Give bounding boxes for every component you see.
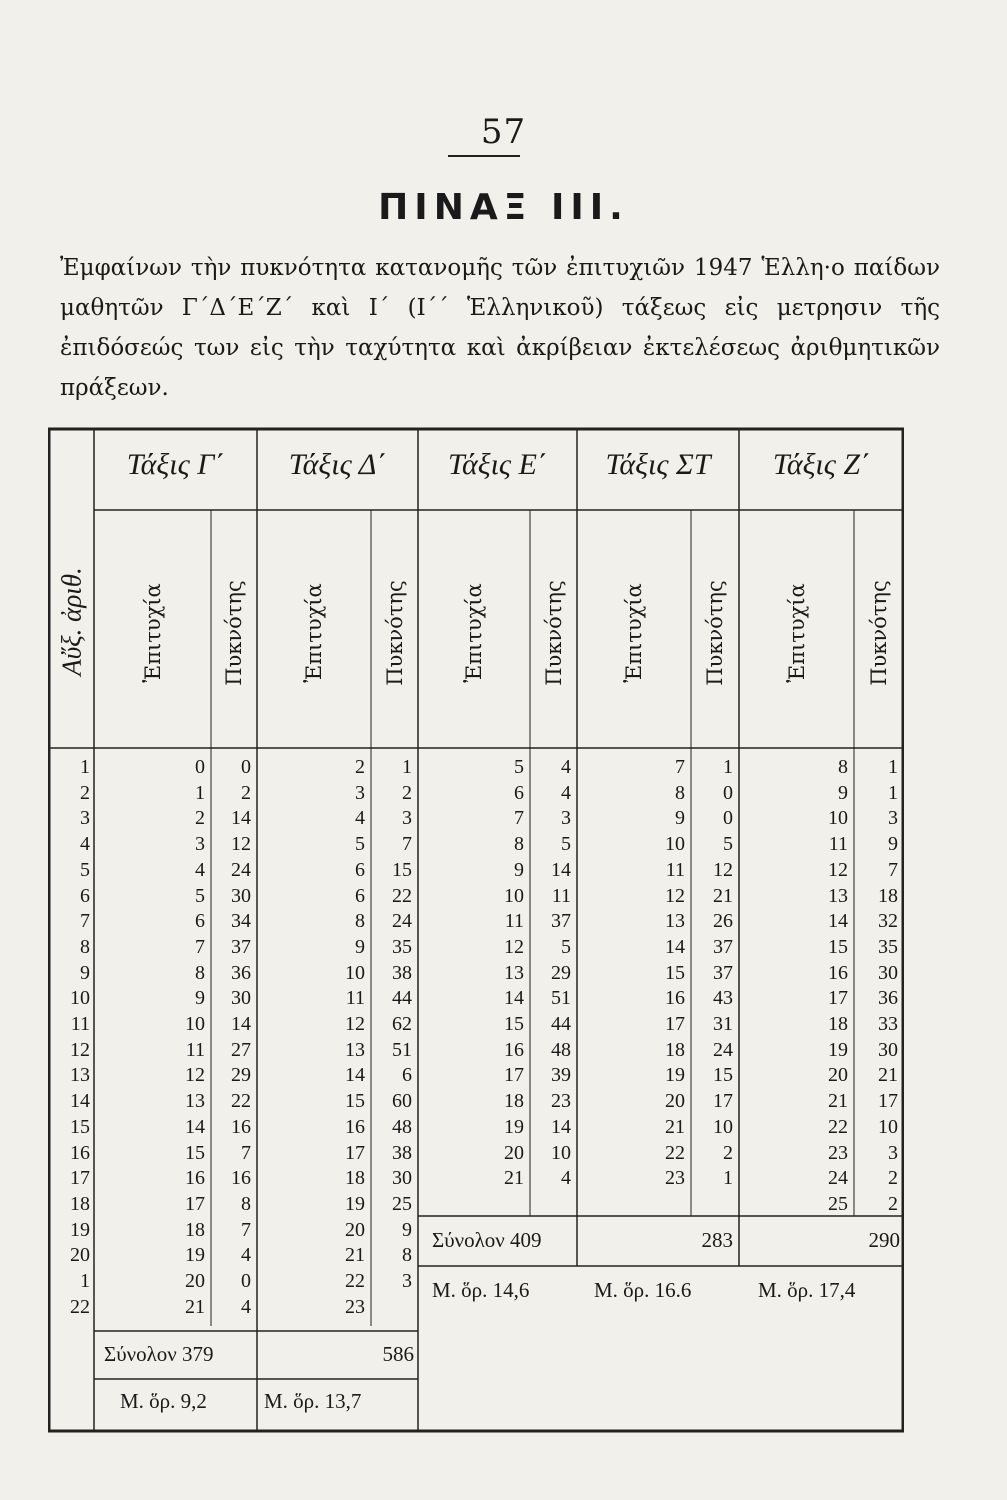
density-value: 43 — [713, 987, 733, 1010]
group-header: Τάξις Δ΄ — [288, 448, 387, 481]
success-value: 16 — [504, 1038, 524, 1061]
success-value: 17 — [504, 1064, 524, 1087]
success-value: 15 — [504, 1013, 524, 1035]
success-value: 18 — [665, 1038, 685, 1061]
success-value: 3 — [355, 781, 365, 804]
row-number: 15 — [70, 1115, 90, 1138]
success-value: 13 — [665, 910, 685, 933]
density-value: 27 — [231, 1038, 251, 1061]
density-value: 2 — [888, 1192, 898, 1215]
row-number: 13 — [70, 1064, 90, 1087]
success-value: 20 — [665, 1090, 685, 1113]
density-value: 3 — [402, 807, 412, 830]
row-number: 16 — [70, 1141, 90, 1164]
density-value: 39 — [551, 1064, 571, 1087]
density-value: 7 — [888, 858, 898, 881]
density-value: 0 — [241, 1270, 251, 1292]
density-value: 30 — [231, 884, 251, 907]
density-value: 2 — [888, 1167, 898, 1190]
density-value: 21 — [878, 1064, 898, 1087]
density-value: 10 — [713, 1115, 733, 1138]
row-number: 19 — [70, 1218, 90, 1241]
success-value: 15 — [828, 935, 848, 958]
success-value: 20 — [504, 1141, 524, 1164]
density-value: 5 — [723, 833, 733, 856]
density-value: 4 — [241, 1244, 251, 1267]
density-value: 18 — [878, 884, 898, 907]
success-value: 6 — [355, 858, 365, 881]
group-header: Τάξις Γ΄ — [126, 448, 225, 481]
success-value: 5 — [514, 756, 524, 778]
success-value: 17 — [828, 987, 848, 1010]
success-value: 9 — [195, 987, 205, 1010]
density-value: 24 — [713, 1038, 733, 1061]
success-value: 14 — [185, 1115, 205, 1138]
density-value: 51 — [392, 1038, 412, 1061]
density-value: 32 — [878, 910, 898, 933]
density-value: 2 — [402, 781, 412, 804]
density-value: 23 — [551, 1090, 571, 1113]
density-value: 30 — [231, 987, 251, 1010]
density-value: 26 — [713, 910, 733, 933]
group-header: Τάξις Ζ΄ — [772, 448, 871, 481]
success-value: 6 — [355, 884, 365, 907]
density-value: 24 — [392, 910, 412, 933]
group-header: Τάξις ΣΤ — [605, 448, 711, 481]
mean-class-e: Μ. ὅρ. 14,6 — [432, 1278, 530, 1302]
success-value: 19 — [665, 1064, 685, 1087]
table-title: ΠΙΝΑΞ ΙΙΙ. — [378, 187, 629, 228]
success-value: 8 — [514, 833, 524, 856]
density-value: 24 — [231, 858, 251, 881]
density-value: 33 — [878, 1013, 898, 1035]
density-value: 3 — [402, 1270, 412, 1292]
density-value: 16 — [231, 1115, 251, 1138]
total-class-d: 586 — [382, 1342, 414, 1366]
success-value: 18 — [185, 1218, 205, 1241]
density-value: 4 — [561, 756, 571, 778]
success-value: 21 — [504, 1167, 524, 1190]
density-value: 48 — [392, 1115, 412, 1138]
density-value: 14 — [551, 1115, 571, 1138]
density-value: 7 — [241, 1141, 251, 1164]
density-value: 16 — [231, 1167, 251, 1190]
density-subheader: Πυκνότης — [541, 580, 566, 686]
row-number: 2 — [80, 781, 90, 804]
success-value: 8 — [355, 910, 365, 933]
success-value: 18 — [504, 1090, 524, 1113]
density-value: 29 — [231, 1064, 251, 1087]
density-value: 12 — [231, 833, 251, 856]
success-value: 7 — [514, 807, 524, 830]
success-value: 14 — [504, 987, 524, 1010]
success-value: 11 — [345, 987, 365, 1010]
density-value: 30 — [878, 1038, 898, 1061]
success-value: 24 — [828, 1167, 848, 1190]
success-value: 3 — [195, 833, 205, 856]
density-value: 14 — [231, 807, 251, 830]
density-value: 7 — [402, 833, 412, 856]
success-value: 10 — [185, 1013, 205, 1035]
density-value: 62 — [392, 1013, 412, 1035]
density-value: 15 — [392, 858, 412, 881]
density-value: 7 — [241, 1218, 251, 1241]
density-value: 1 — [723, 756, 733, 778]
density-value: 36 — [878, 987, 898, 1010]
success-value: 20 — [828, 1064, 848, 1087]
density-value: 0 — [723, 781, 733, 804]
mean-class-z: Μ. ὅρ. 17,4 — [758, 1278, 856, 1302]
success-value: 12 — [504, 935, 524, 958]
success-value: 18 — [828, 1013, 848, 1035]
success-value: 22 — [665, 1141, 685, 1164]
success-value: 13 — [828, 884, 848, 907]
success-value: 8 — [675, 781, 685, 804]
success-value: 12 — [665, 884, 685, 907]
density-value: 4 — [241, 1295, 251, 1318]
density-value: 25 — [392, 1192, 412, 1215]
success-value: 13 — [185, 1090, 205, 1113]
density-value: 30 — [878, 961, 898, 984]
density-value: 22 — [392, 884, 412, 907]
row-number: 10 — [70, 987, 90, 1010]
density-subheader: Πυκνότης — [703, 580, 727, 686]
density-value: 60 — [392, 1090, 412, 1113]
success-value: 18 — [345, 1167, 365, 1190]
success-value: 14 — [665, 935, 685, 958]
success-value: 10 — [345, 961, 365, 984]
density-value: 17 — [878, 1090, 898, 1113]
density-value: 22 — [231, 1090, 251, 1113]
success-value: 16 — [185, 1167, 205, 1190]
mean-class-st: Μ. ὅρ. 16.6 — [594, 1278, 692, 1302]
row-number: 1 — [80, 1270, 90, 1292]
density-value: 37 — [713, 935, 733, 958]
density-value: 4 — [561, 1167, 571, 1190]
page-number: 57 — [480, 112, 527, 152]
mean-class-g: Μ. ὅρ. 9,2 — [120, 1389, 207, 1413]
success-value: 9 — [675, 807, 685, 830]
success-value: 21 — [665, 1115, 685, 1138]
row-number: 14 — [70, 1090, 90, 1113]
density-value: 3 — [561, 807, 571, 830]
density-value: 29 — [551, 961, 571, 984]
success-value: 20 — [345, 1218, 365, 1241]
density-subheader: Πυκνότης — [867, 580, 891, 686]
success-value: 1 — [195, 781, 205, 804]
density-value: 5 — [561, 935, 571, 958]
success-value: 12 — [345, 1013, 365, 1035]
success-value: 17 — [185, 1192, 205, 1215]
density-value: 4 — [561, 781, 571, 804]
total-class-st: 283 — [701, 1228, 733, 1252]
success-value: 6 — [195, 910, 205, 933]
density-value: 38 — [392, 1141, 412, 1164]
success-value: 11 — [504, 910, 524, 933]
success-value: 2 — [355, 756, 365, 778]
success-value: 13 — [345, 1038, 365, 1061]
success-subheader: Ἐπιτυχία — [784, 583, 809, 683]
success-value: 14 — [828, 910, 848, 933]
density-value: 3 — [888, 1141, 898, 1164]
group-header: Τάξις Ε΄ — [448, 448, 547, 481]
success-value: 21 — [345, 1244, 365, 1267]
density-value: 0 — [241, 756, 251, 778]
density-value: 6 — [402, 1064, 412, 1087]
density-value: 14 — [551, 858, 571, 881]
success-value: 22 — [345, 1270, 365, 1292]
success-value: 12 — [185, 1064, 205, 1087]
row-number: 22 — [70, 1295, 90, 1318]
density-value: 2 — [723, 1141, 733, 1164]
total-class-z: 290 — [868, 1228, 900, 1252]
density-value: 1 — [888, 781, 898, 804]
row-number: 7 — [80, 910, 90, 933]
success-value: 11 — [665, 858, 685, 881]
success-value: 9 — [838, 781, 848, 804]
total-class-g: Σύνολον 379 — [104, 1342, 214, 1366]
density-value: 17 — [713, 1090, 733, 1113]
density-value: 9 — [402, 1218, 412, 1241]
density-value: 35 — [392, 935, 412, 958]
success-value: 14 — [345, 1064, 365, 1087]
success-value: 21 — [185, 1295, 205, 1318]
success-value: 19 — [185, 1244, 205, 1267]
density-value: 1 — [888, 756, 898, 778]
density-value: 8 — [402, 1244, 412, 1267]
row-number-header: Αὔξ. ἀριθ. — [56, 567, 87, 676]
success-value: 15 — [345, 1090, 365, 1113]
success-value: 17 — [665, 1013, 685, 1035]
density-value: 10 — [551, 1141, 571, 1164]
row-number: 17 — [70, 1167, 90, 1190]
density-value: 51 — [551, 987, 571, 1010]
density-value: 0 — [723, 807, 733, 830]
density-value: 38 — [392, 961, 412, 984]
success-value: 16 — [345, 1115, 365, 1138]
density-value: 3 — [888, 807, 898, 830]
success-value: 21 — [828, 1090, 848, 1113]
row-number: 3 — [80, 807, 90, 830]
success-value: 19 — [828, 1038, 848, 1061]
success-value: 4 — [195, 858, 205, 881]
success-value: 0 — [195, 756, 205, 778]
data-table — [48, 426, 904, 1436]
success-value: 5 — [355, 833, 365, 856]
success-value: 25 — [828, 1192, 848, 1215]
row-number: 12 — [70, 1038, 90, 1061]
success-value: 15 — [665, 961, 685, 984]
density-value: 12 — [713, 858, 733, 881]
density-value: 44 — [551, 1013, 571, 1035]
success-value: 4 — [355, 807, 365, 830]
density-value: 10 — [878, 1115, 898, 1138]
density-value: 37 — [713, 961, 733, 984]
density-value: 5 — [561, 833, 571, 856]
density-value: 9 — [888, 833, 898, 856]
success-value: 19 — [504, 1115, 524, 1138]
success-value: 6 — [514, 781, 524, 804]
success-value: 15 — [185, 1141, 205, 1164]
success-value: 10 — [504, 884, 524, 907]
row-number: 18 — [70, 1192, 90, 1215]
success-value: 16 — [828, 961, 848, 984]
density-subheader: Πυκνότης — [382, 580, 407, 686]
density-value: 15 — [713, 1064, 733, 1087]
row-number: 5 — [80, 858, 90, 881]
density-value: 37 — [551, 910, 571, 933]
density-value: 8 — [241, 1192, 251, 1215]
page-number-rule — [448, 155, 520, 157]
row-number: 9 — [80, 961, 90, 984]
success-value: 9 — [514, 858, 524, 881]
success-value: 20 — [185, 1270, 205, 1292]
density-value: 30 — [392, 1167, 412, 1190]
mean-class-d: Μ. ὅρ. 13,7 — [264, 1389, 362, 1413]
density-value: 36 — [231, 961, 251, 984]
density-value: 21 — [713, 884, 733, 907]
success-value: 17 — [345, 1141, 365, 1164]
success-value: 7 — [195, 935, 205, 958]
row-number: 1 — [80, 756, 90, 778]
success-value: 8 — [838, 756, 848, 778]
success-subheader: Ἐπιτυχία — [140, 583, 165, 683]
density-value: 2 — [241, 781, 251, 804]
success-value: 12 — [828, 858, 848, 881]
success-value: 16 — [665, 987, 685, 1010]
density-value: 1 — [402, 756, 412, 778]
intro-paragraph: Ἐμφαίνων τὴν πυκνότητα κατανομῆς τῶν ἐπιτυχιῶν 1947 Ἑλλη·ο παίδων μαθητῶν Γ΄Δ΄Ε΄Ζ΄ καὶ Ι΄ (Ι΄΄ Ἑλληνικοῦ) τάξεως εἰς μετρησιν τῆς ἐπιδόσεώς των εἰς τὴν ταχύτητα καὶ ἀκρίβειαν ἐκτελέσεως ἀριθμητικῶν πράξεων. — [60, 255, 940, 401]
success-value: 10 — [665, 833, 685, 856]
success-value: 23 — [828, 1141, 848, 1164]
density-value: 34 — [231, 910, 251, 933]
row-number: 11 — [70, 1013, 90, 1035]
density-value: 44 — [392, 987, 412, 1010]
row-number: 20 — [70, 1244, 90, 1267]
success-value: 11 — [185, 1038, 205, 1061]
density-value: 11 — [551, 884, 571, 907]
row-number: 6 — [80, 884, 90, 907]
success-value: 9 — [355, 935, 365, 958]
density-value: 35 — [878, 935, 898, 958]
density-subheader: Πυκνότης — [222, 580, 246, 686]
success-subheader: Ἐπιτυχία — [302, 583, 326, 683]
success-value: 11 — [828, 833, 848, 856]
row-number: 8 — [80, 935, 90, 958]
density-value: 48 — [551, 1038, 571, 1061]
success-value: 2 — [195, 807, 205, 830]
success-value: 13 — [504, 961, 524, 984]
density-value: 1 — [723, 1167, 733, 1190]
success-value: 10 — [828, 807, 848, 830]
success-value: 7 — [675, 756, 685, 778]
density-value: 37 — [231, 935, 251, 958]
density-value: 31 — [713, 1013, 733, 1035]
total-class-e: Σύνολον 409 — [432, 1228, 542, 1252]
success-value: 5 — [195, 884, 205, 907]
success-value: 22 — [828, 1115, 848, 1138]
success-value: 23 — [345, 1295, 365, 1318]
density-value: 14 — [231, 1013, 251, 1035]
row-number: 4 — [80, 833, 90, 856]
success-value: 19 — [345, 1192, 365, 1215]
success-value: 8 — [195, 961, 205, 984]
success-subheader: Ἐπιτυχία — [462, 583, 486, 683]
success-value: 23 — [665, 1167, 685, 1190]
success-subheader: Ἐπιτυχία — [622, 583, 646, 683]
